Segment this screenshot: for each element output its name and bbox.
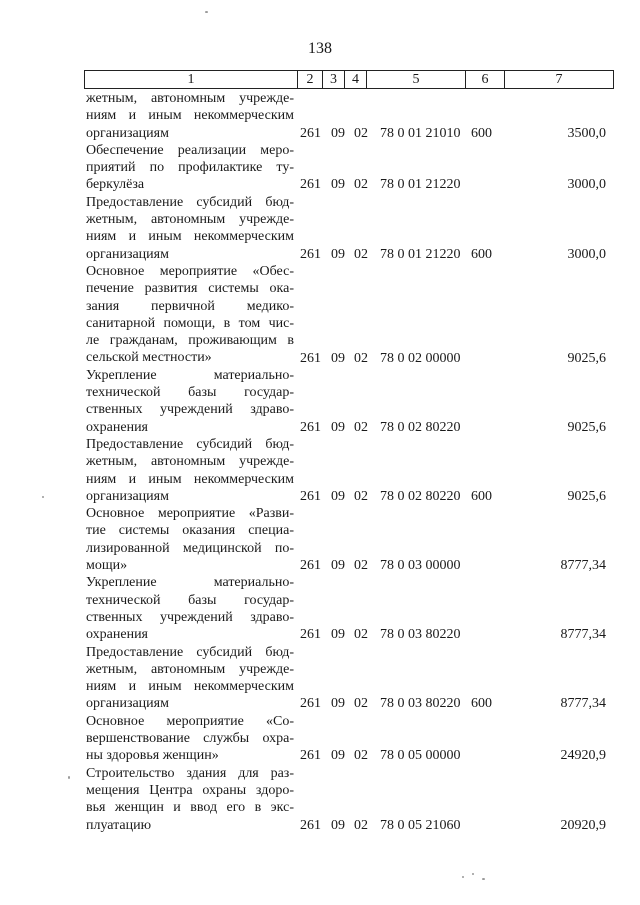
subsection-code: 02 <box>354 488 368 504</box>
table-row <box>86 194 616 263</box>
target-article-code: 78 0 02 80220 <box>380 488 461 504</box>
row-codes <box>86 488 616 505</box>
description-line: Строительство здания для раз- <box>86 765 294 781</box>
row-codes <box>86 695 616 712</box>
description-line: зания первичной медико- <box>86 298 294 314</box>
row-codes <box>86 557 616 574</box>
description-line: организациям <box>86 488 169 504</box>
department-code: 261 <box>300 748 321 764</box>
description-line: охранения <box>86 627 148 643</box>
description-line: вья женщин и ввод его в экс- <box>86 800 294 816</box>
description-line: мощи» <box>86 558 128 574</box>
amount: 3000,0 <box>567 246 606 262</box>
description-line: сельской местности» <box>86 350 212 366</box>
description-line: плуатацию <box>86 817 152 833</box>
description-line: организациям <box>86 125 169 141</box>
department-code: 261 <box>300 558 321 574</box>
scan-speck <box>205 11 208 13</box>
amount: 8777,34 <box>560 696 606 712</box>
section-code: 09 <box>331 246 345 262</box>
department-code: 261 <box>300 696 321 712</box>
target-article-code: 78 0 05 00000 <box>380 748 461 764</box>
subsection-code: 02 <box>354 350 368 366</box>
subsection-code: 02 <box>354 558 368 574</box>
table-row <box>86 644 616 713</box>
description-line: Основное мероприятие «Обес- <box>86 264 294 279</box>
row-codes <box>86 125 616 142</box>
description-line: Предоставление субсидий бюд- <box>86 437 294 452</box>
description-line: тие системы оказания специа- <box>86 523 294 539</box>
target-article-code: 78 0 01 21220 <box>380 246 461 262</box>
row-codes <box>86 747 616 764</box>
description-line: Основное мероприятие «Со- <box>86 713 294 729</box>
amount: 3500,0 <box>567 125 606 141</box>
table-row <box>86 436 616 505</box>
amount: 8777,34 <box>560 627 606 643</box>
description-line: санитарной помощи, в том чис- <box>86 315 294 331</box>
subsection-code: 02 <box>354 419 368 435</box>
description-line: Основное мероприятие «Разви- <box>86 506 294 522</box>
column-header-2: 2 <box>298 71 323 89</box>
description-line: жетным, автономным учрежде- <box>86 661 294 677</box>
column-header-7: 7 <box>505 71 614 89</box>
description-line: жетным, автономным учрежде- <box>86 212 294 228</box>
subsection-code: 02 <box>354 817 368 833</box>
description-line: ственных учреждений здраво- <box>86 609 294 625</box>
department-code: 261 <box>300 488 321 504</box>
amount: 3000,0 <box>567 177 606 193</box>
column-header-1: 1 <box>85 71 298 89</box>
subsection-code: 02 <box>354 696 368 712</box>
column-header-4: 4 <box>345 71 367 89</box>
scan-speck <box>42 496 44 498</box>
amount: 24920,9 <box>560 748 606 764</box>
row-codes <box>86 626 616 643</box>
description-line: мещения Центра охраны здоро- <box>86 782 294 798</box>
description-line: лизированной медицинской по- <box>86 540 294 556</box>
table-row <box>86 263 616 367</box>
row-codes <box>86 176 616 193</box>
subsection-code: 02 <box>354 627 368 643</box>
amount: 20920,9 <box>560 817 606 833</box>
department-code: 261 <box>300 350 321 366</box>
section-code: 09 <box>331 125 345 141</box>
target-article-code: 78 0 02 00000 <box>380 350 461 366</box>
expense-type-code: 600 <box>471 246 492 262</box>
column-header-6: 6 <box>466 71 505 89</box>
expense-type-code: 600 <box>471 488 492 504</box>
department-code: 261 <box>300 125 321 141</box>
department-code: 261 <box>300 177 321 193</box>
expense-type-code: 600 <box>471 696 492 712</box>
section-code: 09 <box>331 696 345 712</box>
section-code: 09 <box>331 748 345 764</box>
amount: 9025,6 <box>567 488 606 504</box>
target-article-code: 78 0 02 80220 <box>380 419 461 435</box>
subsection-code: 02 <box>354 748 368 764</box>
scan-speck <box>482 878 485 880</box>
table-header <box>84 70 614 89</box>
description-line: организациям <box>86 246 169 262</box>
section-code: 09 <box>331 419 345 435</box>
description-line: организациям <box>86 696 169 712</box>
page-number: 138 <box>308 40 332 57</box>
section-code: 09 <box>331 177 345 193</box>
description-line: ниям и иным некоммерческим <box>86 229 294 245</box>
subsection-code: 02 <box>354 125 368 141</box>
description-line: Укрепление материально- <box>86 575 294 591</box>
department-code: 261 <box>300 627 321 643</box>
department-code: 261 <box>300 246 321 262</box>
description-line: ственных учреждений здраво- <box>86 402 294 418</box>
description-line: Предоставление субсидий бюд- <box>86 644 294 660</box>
description-line: вершенствование службы охра- <box>86 731 294 747</box>
row-codes <box>86 817 616 834</box>
target-article-code: 78 0 01 21220 <box>380 177 461 193</box>
amount: 9025,6 <box>567 350 606 366</box>
section-code: 09 <box>331 350 345 366</box>
description-line: жетным, автономным учрежде- <box>86 91 294 106</box>
target-article-code: 78 0 03 80220 <box>380 627 461 643</box>
description-line: ны здоровья женщин» <box>86 748 219 764</box>
description-line: технической базы государ- <box>86 592 294 608</box>
section-code: 09 <box>331 627 345 643</box>
row-codes <box>86 419 616 436</box>
description-line: жетным, автономным учрежде- <box>86 454 294 470</box>
description-line: ле гражданам, проживающим в <box>86 333 294 349</box>
row-codes <box>86 350 616 367</box>
section-code: 09 <box>331 558 345 574</box>
target-article-code: 78 0 03 00000 <box>380 558 461 574</box>
subsection-code: 02 <box>354 246 368 262</box>
description-line: беркулёза <box>86 177 145 193</box>
description-line: Обеспечение реализации меро- <box>86 142 294 158</box>
section-code: 09 <box>331 817 345 833</box>
column-header-3: 3 <box>323 71 345 89</box>
scan-speck <box>462 876 464 878</box>
table-row <box>86 90 616 142</box>
description-line: ниям и иным некоммерческим <box>86 108 294 124</box>
expense-type-code: 600 <box>471 125 492 141</box>
column-header-5: 5 <box>367 71 466 89</box>
description-line: печение развития системы ока- <box>86 281 294 297</box>
description-line: Предоставление субсидий бюд- <box>86 194 294 210</box>
description-line: приятий по профилактике ту- <box>86 160 294 176</box>
amount: 8777,34 <box>560 558 606 574</box>
description-line: ниям и иным некоммерческим <box>86 471 294 487</box>
scan-speck <box>68 776 70 779</box>
section-code: 09 <box>331 488 345 504</box>
subsection-code: 02 <box>354 177 368 193</box>
table-row <box>86 367 616 436</box>
row-codes <box>86 246 616 263</box>
target-article-code: 78 0 01 21010 <box>380 125 461 141</box>
table-row <box>86 142 616 194</box>
description-line: технической базы государ- <box>86 385 294 401</box>
table-row <box>86 574 616 643</box>
target-article-code: 78 0 03 80220 <box>380 696 461 712</box>
description-line: ниям и иным некоммерческим <box>86 679 294 695</box>
table-row <box>86 765 616 834</box>
table-row <box>86 713 616 765</box>
description-line: Укрепление материально- <box>86 367 294 383</box>
target-article-code: 78 0 05 21060 <box>380 817 461 833</box>
table-row <box>86 505 616 574</box>
department-code: 261 <box>300 817 321 833</box>
description-line: охранения <box>86 419 148 435</box>
scan-speck <box>472 873 474 875</box>
amount: 9025,6 <box>567 419 606 435</box>
department-code: 261 <box>300 419 321 435</box>
